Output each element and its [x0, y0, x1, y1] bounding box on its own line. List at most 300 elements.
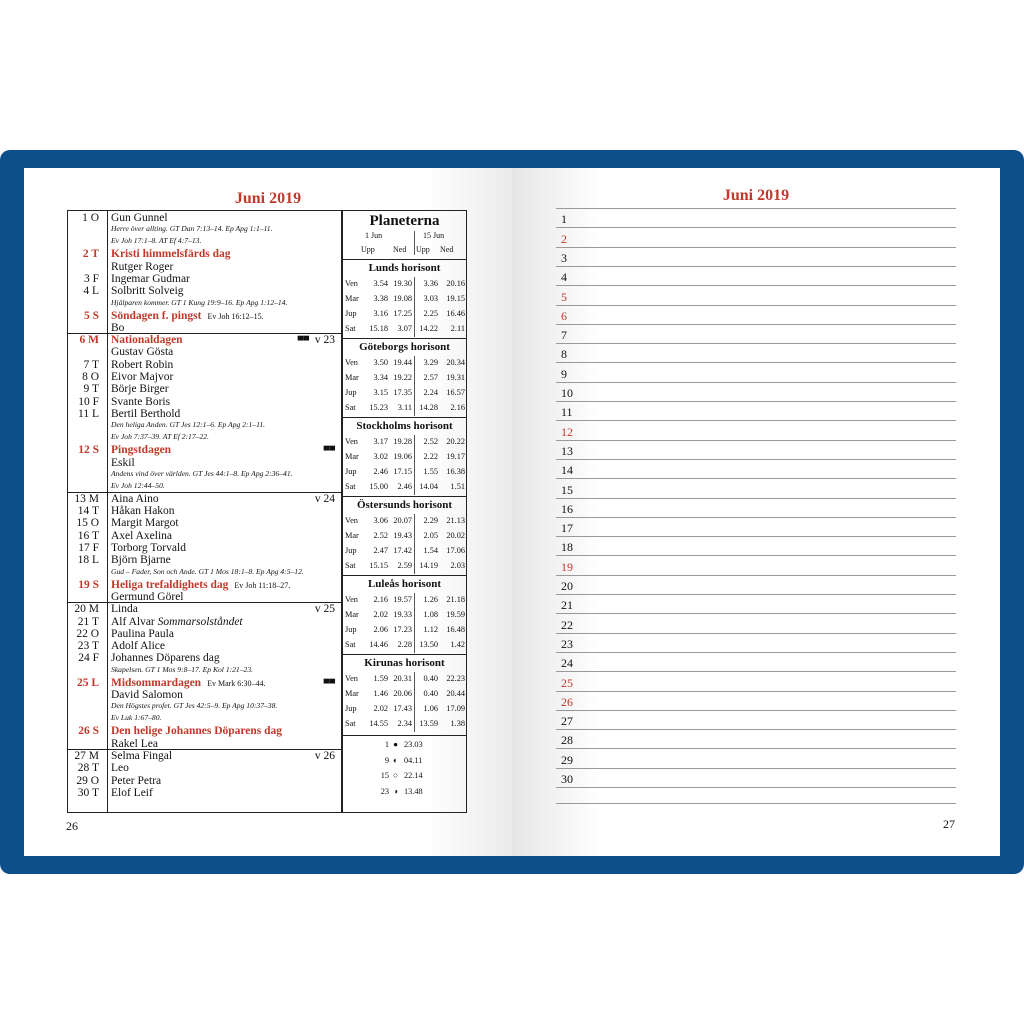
set-1: 19.44 — [393, 358, 412, 367]
rise-1: 3.16 — [373, 309, 388, 318]
notes-day-number: 15 — [561, 482, 573, 497]
set-1: 3.11 — [397, 403, 412, 412]
set-1: 17.15 — [393, 467, 412, 476]
day-row — [68, 738, 341, 750]
rise-1: 15.18 — [369, 324, 388, 333]
day-row — [68, 725, 341, 737]
rise-2: 3.03 — [423, 294, 438, 303]
rise-1: 15.15 — [369, 561, 388, 570]
day-row — [68, 542, 341, 554]
day-row — [68, 408, 341, 420]
day-row — [68, 775, 341, 787]
day-row — [68, 346, 341, 358]
notes-day-number: 3 — [561, 250, 567, 265]
day-row — [68, 677, 341, 689]
planet-row — [343, 702, 466, 716]
liturgy-note-text: Ev Joh 7:37–39. AT Ef 2:17–22. — [111, 432, 209, 442]
day-number: 21 T — [77, 615, 99, 628]
right-page — [512, 168, 1000, 856]
set-1: 19.06 — [393, 452, 412, 461]
notes-line — [556, 671, 956, 672]
day-names: David Salomon — [111, 689, 183, 701]
page-number-left: 26 — [66, 819, 78, 833]
notes-line — [556, 710, 956, 711]
rise-2: 14.04 — [419, 482, 438, 491]
notes-line — [556, 420, 956, 421]
notes-line — [556, 478, 956, 479]
rise-1: 2.46 — [373, 467, 388, 476]
rise-2: 14.19 — [419, 561, 438, 570]
day-row — [68, 530, 341, 542]
planet-name: Ven — [345, 279, 358, 288]
day-number: 11 L — [78, 407, 99, 420]
set-2: 16.57 — [446, 388, 465, 397]
day-row — [68, 628, 341, 640]
notes-day-number: 9 — [561, 366, 567, 381]
planet-name: Sat — [345, 403, 356, 412]
day-number: 12 S — [78, 444, 99, 457]
notes-day-number: 16 — [561, 501, 573, 516]
day-names: Leo — [111, 762, 129, 775]
liturgy-note-text: Den Högstes profet. GT Jes 42:5–9. Ep Apg 10:37–38. — [111, 701, 278, 711]
planet-row — [343, 608, 466, 622]
rise-2: 1.26 — [423, 595, 438, 604]
horizon-title: Östersunds horisont — [356, 499, 453, 511]
notes-day-number: 11 — [561, 405, 573, 420]
day-number: 30 T — [77, 786, 99, 799]
day-names: Paulina Paula — [111, 627, 174, 640]
week-number: v 24 — [314, 492, 335, 505]
day-names: Björn Bjarne — [111, 554, 171, 567]
rise-1: 1.59 — [373, 674, 388, 683]
day-names: Börje Birger — [111, 383, 169, 396]
liturgy-note-text: Herre över allting. GT Dan 7:13–14. Ep Apg 1:1–11. — [111, 224, 273, 234]
planet-col-2-date: 15 Jun — [423, 231, 445, 240]
set-1: 20.31 — [393, 674, 412, 683]
liturgy-note-text: Ev Luk 1:67–80. — [111, 713, 162, 723]
day-row — [68, 261, 341, 273]
ned-label: Ned — [393, 245, 407, 254]
notes-day-number: 13 — [561, 443, 573, 458]
liturgy-note — [68, 298, 341, 308]
planet-name: Jup — [345, 704, 357, 713]
planet-row — [343, 386, 466, 400]
planet-row — [343, 544, 466, 558]
planet-row — [343, 292, 466, 306]
horizon-title: Göteborgs horisont — [359, 341, 450, 353]
notes-line — [556, 803, 956, 804]
planet-row — [343, 514, 466, 528]
planet-col-1-date: 1 Jun — [365, 231, 383, 240]
day-number: 7 T — [83, 358, 99, 371]
rise-1: 2.52 — [373, 531, 388, 540]
rise-1: 14.46 — [369, 640, 388, 649]
planet-row — [343, 322, 466, 336]
moon-time: 04.11 — [404, 755, 423, 765]
day-row — [68, 310, 341, 322]
set-2: 21.13 — [446, 516, 465, 525]
moon-phase-icon: ● — [393, 740, 399, 749]
set-1: 17.25 — [393, 309, 412, 318]
moon-time: 23.03 — [404, 740, 423, 749]
planet-row — [343, 401, 466, 415]
moon-phase-row — [343, 738, 466, 752]
day-gospel: Ev Joh 16:12–15. — [205, 311, 264, 321]
rise-2: 1.08 — [423, 610, 438, 619]
planet-name: Jup — [345, 467, 357, 476]
notes-day-number: 8 — [561, 347, 567, 362]
notes-line — [556, 613, 956, 614]
moon-day: 1 — [384, 740, 389, 749]
day-names: Selma Fingal — [111, 749, 173, 762]
planet-row — [343, 687, 466, 701]
set-2: 16.46 — [446, 309, 465, 318]
set-1: 19.08 — [393, 294, 412, 303]
day-row — [68, 750, 341, 762]
notes-day-number: 6 — [561, 308, 567, 323]
day-number: 16 T — [77, 529, 99, 542]
day-number: 20 M — [74, 603, 99, 616]
set-1: 2.34 — [397, 719, 412, 728]
notes-line — [556, 633, 956, 634]
notes-day-number: 23 — [561, 636, 573, 651]
rise-1: 15.00 — [369, 482, 388, 491]
day-row — [68, 579, 341, 591]
rise-2: 1.54 — [423, 546, 438, 555]
day-row — [68, 371, 341, 383]
notes-day-number: 25 — [561, 675, 573, 690]
set-2: 16.48 — [446, 625, 465, 634]
day-names: Adolf Alice — [111, 640, 165, 653]
day-names: Johannes Döparens dag — [111, 652, 220, 665]
notes-line — [556, 729, 956, 730]
planet-row — [343, 623, 466, 637]
set-2: 1.51 — [450, 482, 465, 491]
notes-line — [556, 555, 956, 556]
planet-name: Mar — [345, 452, 359, 461]
day-names: Robert Robin — [111, 358, 174, 371]
notes-line — [556, 208, 956, 209]
day-names: Midsommardagen Ev Mark 6:30–44. — [111, 676, 266, 689]
set-1: 3.07 — [397, 324, 412, 333]
rise-1: 3.34 — [373, 373, 388, 382]
set-2: 22.23 — [446, 674, 465, 683]
moon-phase-icon: ◑ — [393, 786, 399, 796]
day-names: Håkan Hakon — [111, 505, 175, 518]
flag-icon: ▀▀ — [297, 336, 309, 346]
day-number: 14 T — [77, 505, 99, 518]
rise-2: 0.40 — [423, 689, 438, 698]
notes-line — [556, 768, 956, 769]
planet-name: Ven — [345, 358, 358, 367]
day-row — [68, 517, 341, 529]
day-number: 29 O — [76, 774, 99, 787]
day-number: 9 T — [83, 383, 99, 396]
planet-name: Sat — [345, 324, 356, 333]
set-2: 19.17 — [446, 452, 465, 461]
planet-table — [342, 210, 467, 813]
planet-row — [343, 277, 466, 291]
notes-line — [556, 498, 956, 499]
notes-line — [556, 787, 956, 788]
liturgy-note — [68, 567, 341, 577]
day-number: 8 O — [82, 371, 99, 383]
section-divider — [343, 259, 466, 260]
liturgy-note-text: Gud – Fader, Son och Ande. GT 1 Mos 18:1–8. Ep Apg 4:5–12. — [111, 566, 304, 576]
notes-day-number: 27 — [561, 714, 573, 729]
planet-name: Ven — [345, 595, 358, 604]
rise-2: 2.57 — [423, 373, 438, 382]
set-1: 17.43 — [393, 704, 412, 713]
liturgy-note — [68, 665, 341, 675]
notes-line — [556, 575, 956, 576]
notes-line — [556, 440, 956, 441]
notes-line — [556, 382, 956, 383]
set-1: 19.30 — [393, 279, 412, 288]
liturgy-note — [68, 236, 341, 246]
day-names: Den helige Johannes Döparens dag — [111, 725, 283, 738]
planet-name: Jup — [345, 309, 357, 318]
rise-2: 3.29 — [423, 358, 438, 367]
moon-divider — [343, 735, 466, 736]
set-1: 19.43 — [393, 531, 412, 540]
planet-row — [343, 717, 466, 731]
day-number: 18 L — [77, 554, 99, 567]
rise-1: 2.47 — [373, 546, 388, 555]
column-separator — [414, 231, 415, 255]
day-row — [68, 689, 341, 701]
day-row — [68, 322, 341, 334]
day-row — [68, 285, 341, 297]
liturgy-note — [68, 481, 341, 491]
day-row — [68, 603, 341, 615]
day-row — [68, 359, 341, 371]
day-names: Alf Alvar Sommarsolståndet — [111, 615, 243, 628]
set-2: 19.31 — [446, 373, 465, 382]
planet-row — [343, 638, 466, 652]
planet-name: Ven — [345, 674, 358, 683]
notes-line — [556, 227, 956, 228]
moon-time: 13.48 — [404, 786, 423, 796]
notes-line — [556, 324, 956, 325]
planet-name: Mar — [345, 689, 359, 698]
set-1: 19.57 — [393, 595, 412, 604]
planet-name: Sat — [345, 482, 356, 491]
ned-label: Ned — [440, 245, 454, 254]
rise-1: 3.02 — [373, 452, 388, 461]
liturgy-note-text: Hjälparen kommer. GT 1 Kung 19:9–16. Ep Apg 1:12–14. — [111, 297, 288, 307]
rise-2: 14.28 — [419, 403, 438, 412]
notes-day-number: 17 — [561, 521, 573, 536]
day-number: 4 L — [83, 285, 99, 298]
day-number: 10 F — [78, 395, 99, 408]
day-names: Axel Axelina — [111, 529, 172, 542]
set-1: 2.28 — [397, 640, 412, 649]
set-2: 20.34 — [446, 358, 465, 367]
moon-time: 22.14 — [404, 771, 423, 780]
planet-name: Mar — [345, 531, 359, 540]
planet-row — [343, 371, 466, 385]
rise-1: 14.55 — [369, 719, 388, 728]
planet-row — [343, 465, 466, 479]
day-row — [68, 273, 341, 285]
set-1: 19.33 — [393, 610, 412, 619]
day-names: Torborg Torvald — [111, 542, 186, 554]
rise-1: 2.02 — [373, 704, 388, 713]
notes-line — [556, 594, 956, 595]
rise-2: 0.40 — [423, 674, 438, 683]
day-row — [68, 762, 341, 774]
day-number: 19 S — [78, 578, 99, 591]
day-number: 26 S — [78, 725, 99, 738]
day-row — [68, 505, 341, 517]
notes-line — [556, 517, 956, 518]
set-2: 20.44 — [446, 689, 465, 698]
day-row — [68, 383, 341, 395]
day-names: Eivor Majvor — [111, 371, 174, 383]
notes-day-number: 30 — [561, 772, 573, 786]
set-1: 20.06 — [393, 689, 412, 698]
notes-day-number: 5 — [561, 289, 567, 304]
horizon-title: Luleås horisont — [367, 578, 442, 590]
planet-row — [343, 435, 466, 449]
liturgy-note — [68, 713, 341, 723]
day-row — [68, 591, 341, 603]
moon-day: 15 — [380, 771, 389, 780]
horizon-title: Kirunas horisont — [364, 657, 445, 669]
set-2: 20.22 — [446, 437, 465, 446]
rise-2: 2.24 — [423, 388, 438, 397]
day-names: Solbritt Solveig — [111, 285, 184, 298]
day-number: 5 S — [83, 309, 99, 322]
day-number: 6 M — [79, 334, 99, 347]
rise-2: 2.05 — [423, 531, 438, 540]
day-names: Gustav Gösta — [111, 346, 174, 359]
set-1: 17.23 — [393, 625, 412, 634]
notes-line — [556, 247, 956, 248]
day-names: Peter Petra — [111, 774, 162, 787]
day-names: Aina Aino — [111, 492, 159, 505]
day-event: Sommarsolståndet — [154, 615, 243, 628]
rise-1: 3.38 — [373, 294, 388, 303]
planet-row — [343, 672, 466, 686]
day-names: Rutger Roger — [111, 260, 174, 273]
page-number-right: 27 — [943, 817, 955, 831]
section-divider — [343, 417, 466, 418]
planet-row — [343, 480, 466, 494]
moon-day: 9 — [384, 755, 389, 765]
liturgy-note — [68, 420, 341, 430]
set-1: 17.42 — [393, 546, 412, 555]
week-number: v 25 — [314, 603, 335, 616]
notes-day-number: 1 — [561, 212, 567, 227]
day-row — [68, 640, 341, 652]
notes-line — [556, 343, 956, 344]
notes-line — [556, 459, 956, 460]
planet-name: Sat — [345, 719, 356, 728]
liturgy-note-text: Ev Joh 17:1–8. AT Ef 4:7–13. — [111, 236, 202, 246]
moon-phase-row — [343, 769, 466, 783]
set-1: 20.07 — [393, 516, 412, 525]
notes-day-number: 20 — [561, 579, 573, 593]
planet-name: Jup — [345, 625, 357, 634]
moon-day: 23 — [380, 786, 389, 796]
day-row — [68, 787, 341, 799]
liturgy-note-text: Den heliga Anden. GT Jes 12:1–6. Ep Apg 2:1–11. — [111, 420, 266, 430]
day-number: 25 L — [76, 676, 99, 689]
planet-row — [343, 450, 466, 464]
planet-row — [343, 593, 466, 607]
set-2: 19.15 — [446, 294, 465, 303]
day-number: 23 T — [77, 640, 99, 653]
day-names: Ingemar Gudmar — [111, 272, 190, 285]
notes-line — [556, 266, 956, 267]
notes-day-number: 19 — [561, 559, 573, 574]
moon-phase-icon: ◐ — [393, 755, 399, 765]
section-divider — [343, 496, 466, 497]
section-divider — [343, 338, 466, 339]
day-names: Bertil Berthold — [111, 407, 181, 420]
day-row — [68, 334, 341, 346]
day-number: 3 F — [83, 272, 99, 285]
day-row — [68, 554, 341, 566]
set-2: 17.09 — [446, 704, 465, 713]
moon-phase-row — [343, 754, 466, 768]
left-month-title: Juni 2019 — [234, 190, 302, 207]
day-number: 15 O — [76, 517, 99, 530]
day-names: Gun Gunnel — [111, 212, 168, 224]
notes-day-number: 18 — [561, 540, 573, 555]
day-row — [68, 444, 341, 456]
notes-line — [556, 362, 956, 363]
set-2: 20.02 — [446, 531, 465, 540]
planet-name: Sat — [345, 640, 356, 649]
planet-name: Sat — [345, 561, 356, 570]
set-1: 2.46 — [397, 482, 412, 491]
notes-day-number: 22 — [561, 617, 573, 632]
notes-line — [556, 285, 956, 286]
rise-1: 3.54 — [373, 279, 388, 288]
day-number: 2 T — [82, 248, 99, 261]
day-names: Bo — [111, 321, 125, 334]
day-row — [68, 212, 341, 224]
section-divider — [343, 654, 466, 655]
horizon-title: Stockholms horisont — [356, 420, 453, 432]
rise-1: 3.17 — [373, 437, 388, 446]
rise-1: 2.02 — [373, 610, 388, 619]
rise-2: 1.06 — [423, 704, 438, 713]
day-names: Svante Boris — [111, 395, 171, 408]
rise-1: 2.16 — [373, 595, 388, 604]
rise-2: 2.29 — [423, 516, 438, 525]
notes-day-number: 26 — [561, 694, 573, 709]
day-names: Eskil — [111, 456, 135, 469]
rise-1: 3.15 — [373, 388, 388, 397]
flag-icon: ▀▀ — [323, 446, 335, 456]
day-names: Pingstdagen — [111, 444, 172, 457]
set-2: 21.18 — [446, 595, 465, 604]
section-divider — [343, 575, 466, 576]
upp-label: Upp — [361, 245, 375, 254]
rise-1: 1.46 — [373, 689, 388, 698]
set-1: 19.22 — [393, 373, 412, 382]
liturgy-note — [68, 432, 341, 442]
rise-2: 2.52 — [423, 437, 438, 446]
planet-name: Mar — [345, 294, 359, 303]
day-row — [68, 652, 341, 664]
rise-1: 3.50 — [373, 358, 388, 367]
planet-name: Ven — [345, 516, 358, 525]
